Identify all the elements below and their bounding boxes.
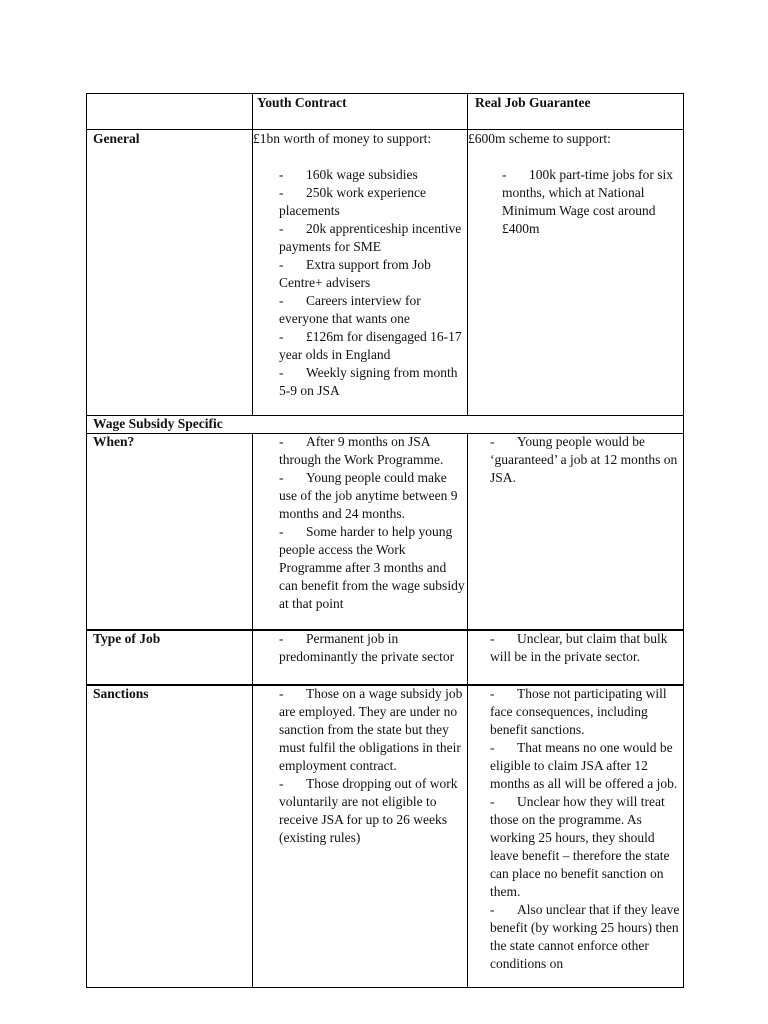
list-item: - Some harder to help young people access the Work Programme after 3 months and can benefit from the wage subsidy at that point [279,524,465,611]
list-item: - After 9 months on JSA through the Work Programme. [279,434,444,467]
section-title-wage-subsidy: Wage Subsidy Specific [93,416,223,431]
youth-sanctions-list [279,685,467,847]
column-header-real-job-guarantee: Real Job Guarantee [475,95,591,110]
youth-general-list [279,166,467,400]
comparison-table [86,93,684,988]
list-item: - That means no one would be eligible to claim JSA after 12 months as all will be offered a job. [490,740,678,791]
list-item: - Extra support from Job Centre+ advisers [279,257,431,290]
table-rule [467,434,468,988]
youth-general-intro: £1bn worth of money to support: [253,131,432,146]
list-item: - Careers interview for everyone that wants one [279,293,421,326]
list-item: - Those on a wage subsidy job are employed. They are under no sanction from the state but they must fulfil the obligations in their employment contract. [279,686,463,773]
table-rule [252,434,253,988]
row-label-type-of-job: Type of Job [93,631,161,646]
rjg-when-list [490,433,682,487]
list-item: - Also unclear that if they leave benefit (by working 25 hours) then the state cannot enforce other conditions on [490,902,680,971]
list-item: - Young people would be ‘guaranteed’ a job at 12 months on JSA. [490,434,678,485]
list-item: - Weekly signing from month 5-9 on JSA [279,365,458,398]
list-item: - 100k part-time jobs for six months, which at National Minimum Wage cost around £400m [502,167,673,236]
list-item: - Those not participating will face consequences, including benefit sanctions. [490,686,667,737]
rjg-type-of-job-list [490,630,670,666]
list-item: - Those dropping out of work voluntarily are not eligible to receive JSA for up to 26 weeks (existing rules) [279,776,458,845]
list-item: - Unclear how they will treat those on the programme. As working 25 hours, they should leave benefit – therefore the state can place no benefit sanction on them. [490,794,670,899]
table-rule [86,93,87,988]
list-item: - Unclear, but claim that bulk will be in the private sector. [490,631,668,664]
table-rule [683,93,684,988]
row-label-when: When? [93,434,135,449]
rjg-general-intro: £600m scheme to support: [468,131,611,146]
list-item: - Permanent job in predominantly the private sector [279,631,455,664]
rjg-sanctions-list [490,685,682,973]
youth-when-list [279,433,467,613]
column-header-youth-contract: Youth Contract [257,95,347,110]
row-label-sanctions: Sanctions [93,686,149,701]
rjg-general-list [502,166,682,238]
list-item: - Young people could make use of the job anytime between 9 months and 24 months. [279,470,458,521]
table-rule [86,987,684,988]
list-item: - 160k wage subsidies [279,167,418,182]
row-label-general: General [93,131,140,146]
list-item: - £126m for disengaged 16-17 year olds in England [279,329,462,362]
list-item: - 250k work experience placements [279,185,426,218]
youth-type-of-job-list [279,630,467,666]
list-item: - 20k apprenticeship incentive payments for SME [279,221,462,254]
